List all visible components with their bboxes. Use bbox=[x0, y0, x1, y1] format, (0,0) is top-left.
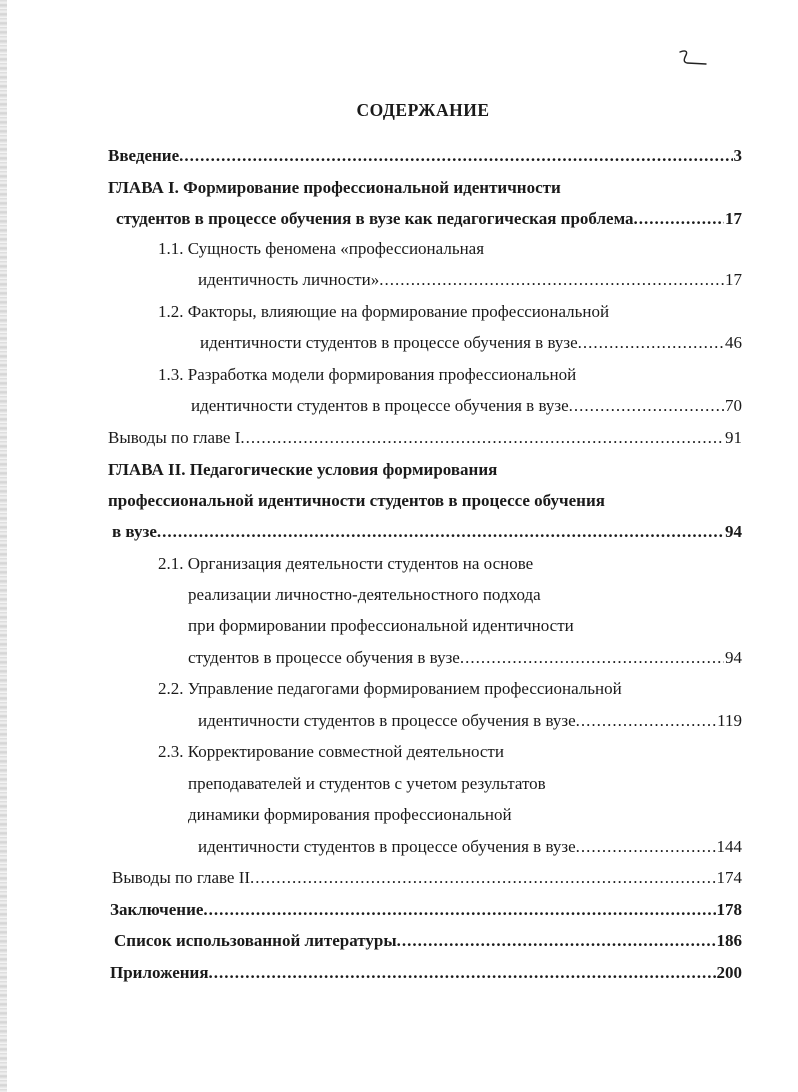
toc-entry-references bbox=[114, 930, 742, 952]
toc-label: идентичности студентов в процессе обучения в вузе bbox=[198, 711, 576, 730]
toc-label: идентичности студентов в процессе обучения в вузе bbox=[200, 333, 578, 352]
toc-page: 119 bbox=[717, 711, 742, 730]
toc-label: Выводы по главе I bbox=[108, 428, 241, 447]
toc-leader bbox=[240, 427, 724, 449]
toc-label: студентов в процессе обучения в вузе как педагогическая проблема bbox=[116, 209, 634, 228]
toc-page: 200 bbox=[716, 963, 742, 982]
toc-leader bbox=[578, 332, 724, 354]
toc-leader bbox=[634, 208, 724, 230]
toc-label: Приложения bbox=[110, 963, 209, 982]
toc-entry-appendix bbox=[110, 962, 742, 984]
toc-page: 144 bbox=[716, 837, 742, 856]
toc-section-2-1-title-line-2: реализации личностно-деятельностного подхода bbox=[188, 585, 541, 604]
toc-entry-intro bbox=[108, 145, 742, 167]
toc-section-2-1-title-line-1: 2.1. Организация деятельности студентов на основе bbox=[158, 554, 534, 573]
toc-page: 186 bbox=[716, 931, 742, 950]
toc-leader bbox=[203, 899, 715, 921]
toc-entry-2-1 bbox=[188, 647, 742, 669]
handwritten-page-number bbox=[676, 46, 708, 68]
toc-leader bbox=[460, 647, 724, 669]
page-title: СОДЕРЖАНИЕ bbox=[356, 100, 490, 120]
toc-section-2-3-title-line-1: 2.3. Корректирование совместной деятельности bbox=[158, 742, 504, 761]
toc-page: 46 bbox=[725, 333, 742, 352]
toc-page: 94 bbox=[725, 648, 742, 667]
toc-leader bbox=[397, 930, 716, 952]
scan-edge bbox=[0, 0, 7, 1092]
toc-page: 17 bbox=[725, 209, 742, 228]
toc-entry-conclusions-2 bbox=[112, 867, 742, 889]
toc-chapter-1-title: ГЛАВА I. Формирование профессиональной идентичности bbox=[108, 178, 561, 197]
toc-page: 70 bbox=[725, 396, 742, 415]
toc-entry-1-2 bbox=[200, 332, 742, 354]
toc-section-1-3-title: 1.3. Разработка модели формирования профессиональной bbox=[158, 365, 577, 384]
toc-entry-1-1 bbox=[198, 269, 742, 291]
toc-leader bbox=[576, 836, 716, 858]
toc-entry-2-2 bbox=[198, 710, 742, 732]
toc-page: 178 bbox=[716, 900, 742, 919]
toc-label: идентичности студентов в процессе обучения в вузе bbox=[191, 396, 569, 415]
toc-entry-conclusions-1 bbox=[108, 427, 742, 449]
toc-section-1-1-title: 1.1. Сущность феномена «профессиональная bbox=[158, 239, 485, 258]
toc-label: студентов в процессе обучения в вузе bbox=[188, 648, 460, 667]
toc-entry-1-3 bbox=[191, 395, 742, 417]
toc-chapter-2-title-line-2: профессиональной идентичности студентов в процессе обучения bbox=[108, 491, 605, 510]
toc-leader bbox=[379, 269, 724, 291]
toc-page: 3 bbox=[733, 146, 742, 165]
toc-label: Выводы по главе II bbox=[112, 868, 251, 887]
toc-entry-chapter-1 bbox=[116, 208, 742, 230]
toc-leader bbox=[250, 867, 715, 889]
toc-section-1-2-title: 1.2. Факторы, влияющие на формирование профессиональной bbox=[158, 302, 610, 321]
toc-label: идентичности студентов в процессе обучения в вузе bbox=[198, 837, 576, 856]
toc-page: 17 bbox=[725, 270, 742, 289]
toc-section-2-3-title-line-2: преподавателей и студентов с учетом результатов bbox=[188, 774, 546, 793]
toc-chapter-2-title-line-1: ГЛАВА II. Педагогические условия формирования bbox=[108, 460, 498, 479]
toc-entry-chapter-2 bbox=[112, 521, 742, 543]
toc-page: 91 bbox=[725, 428, 742, 447]
toc-page: 174 bbox=[716, 868, 742, 887]
toc-entry-2-3 bbox=[198, 836, 742, 858]
toc-label: Заключение bbox=[110, 900, 204, 919]
toc-label: Введение bbox=[108, 146, 180, 165]
toc-leader bbox=[179, 145, 732, 167]
toc-section-2-3-title-line-3: динамики формирования профессиональной bbox=[188, 805, 512, 824]
toc-entry-conclusion bbox=[110, 899, 742, 921]
toc-leader bbox=[209, 962, 716, 984]
toc-section-2-1-title-line-3: при формировании профессиональной идентичности bbox=[188, 616, 574, 635]
toc-leader bbox=[576, 710, 716, 732]
toc-section-2-2-title: 2.2. Управление педагогами формированием профессиональной bbox=[158, 679, 622, 698]
toc-label: в вузе bbox=[112, 522, 157, 541]
toc-label: Список использованной литературы bbox=[114, 931, 397, 950]
toc-leader bbox=[569, 395, 724, 417]
toc-page: 94 bbox=[725, 522, 742, 541]
toc-leader bbox=[157, 521, 724, 543]
toc-label: идентичность личности» bbox=[198, 270, 380, 289]
